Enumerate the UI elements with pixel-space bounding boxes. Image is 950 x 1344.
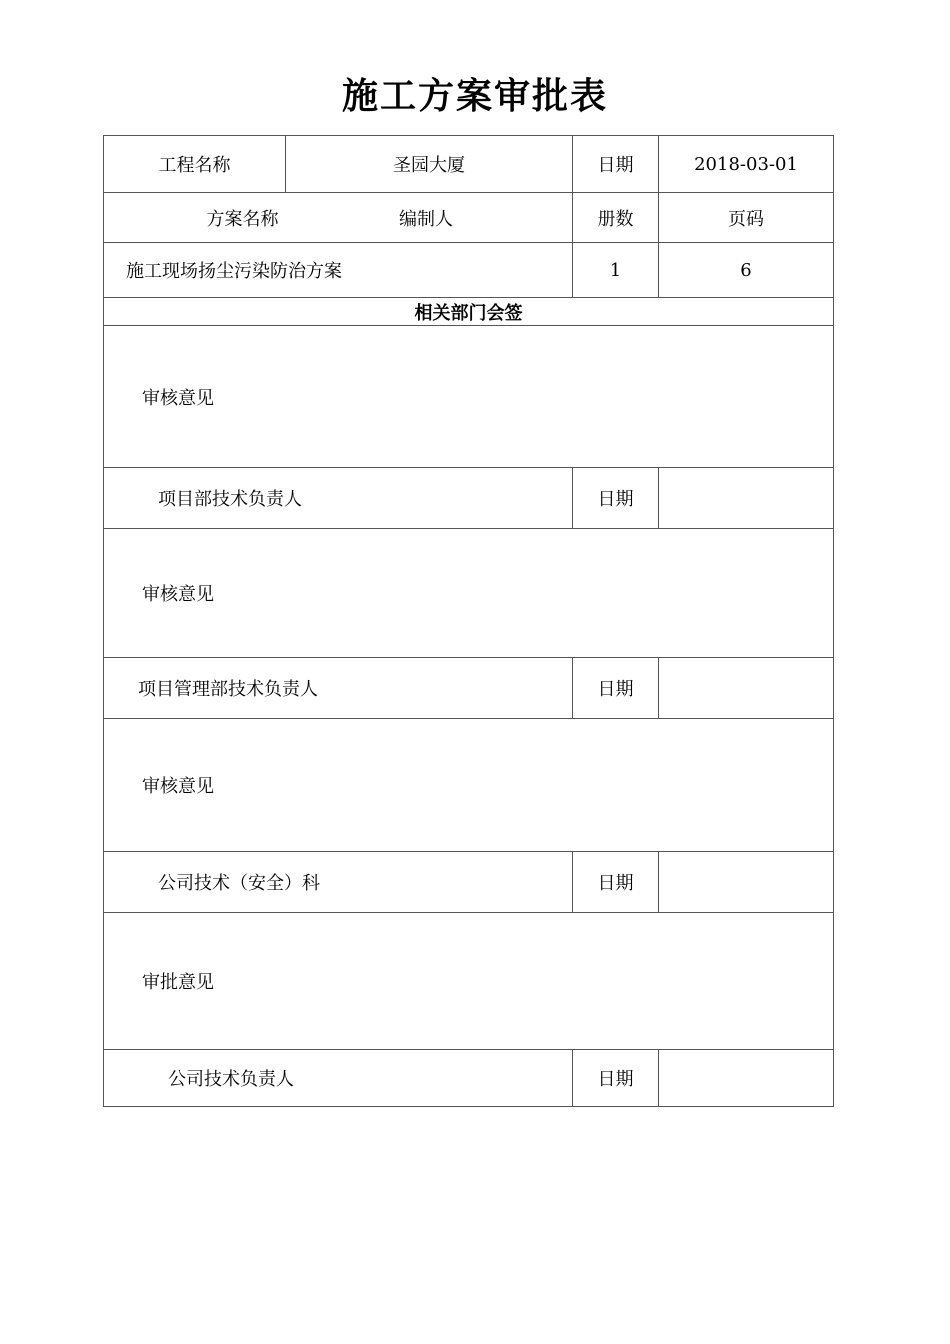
pages-value: 6 [659, 243, 834, 298]
plan-header-cell [104, 193, 573, 243]
signer-date-label: 日期 [573, 852, 659, 913]
volumes-value: 1 [573, 243, 659, 298]
signer-row [104, 468, 834, 529]
pages-label: 页码 [659, 193, 834, 243]
signer-label: 项目部技术负责人 [104, 468, 573, 529]
author-label: 编制人 [399, 208, 453, 230]
signer-date-value [659, 468, 834, 529]
opinion-row [104, 913, 834, 1050]
signer-label: 公司技术负责人 [104, 1050, 573, 1107]
signer-date-label: 日期 [573, 658, 659, 719]
section-title: 相关部门会签 [104, 298, 834, 326]
volumes-label: 册数 [573, 193, 659, 243]
opinion-label: 审核意见 [104, 529, 834, 658]
opinion-row [104, 326, 834, 468]
signer-date-value [659, 1050, 834, 1107]
opinion-row [104, 719, 834, 852]
section-title-row [104, 298, 834, 326]
plan-values-row [104, 243, 834, 298]
signer-date-label: 日期 [573, 1050, 659, 1107]
opinion-label: 审核意见 [104, 719, 834, 852]
signer-label: 公司技术（安全）科 [104, 852, 573, 913]
project-name-value: 圣园大厦 [286, 136, 573, 193]
project-name-label: 工程名称 [104, 136, 286, 193]
plan-name-label: 方案名称 [206, 208, 279, 230]
signer-row [104, 658, 834, 719]
approval-form-table [103, 135, 834, 1107]
plan-header-row [104, 193, 834, 243]
date-value: 2018-03-01 [659, 136, 834, 193]
opinion-row [104, 529, 834, 658]
opinion-label: 审核意见 [104, 326, 834, 468]
plan-name-value: 施工现场扬尘污染防治方案 [104, 243, 573, 298]
signer-date-label: 日期 [573, 468, 659, 529]
signer-label: 项目管理部技术负责人 [104, 658, 573, 719]
opinion-label: 审批意见 [104, 913, 834, 1050]
signer-date-value [659, 658, 834, 719]
signer-row [104, 852, 834, 913]
signer-row [104, 1050, 834, 1107]
signer-date-value [659, 852, 834, 913]
page-title: 施工方案审批表 [341, 76, 608, 117]
project-info-row [104, 136, 834, 193]
date-label: 日期 [573, 136, 659, 193]
